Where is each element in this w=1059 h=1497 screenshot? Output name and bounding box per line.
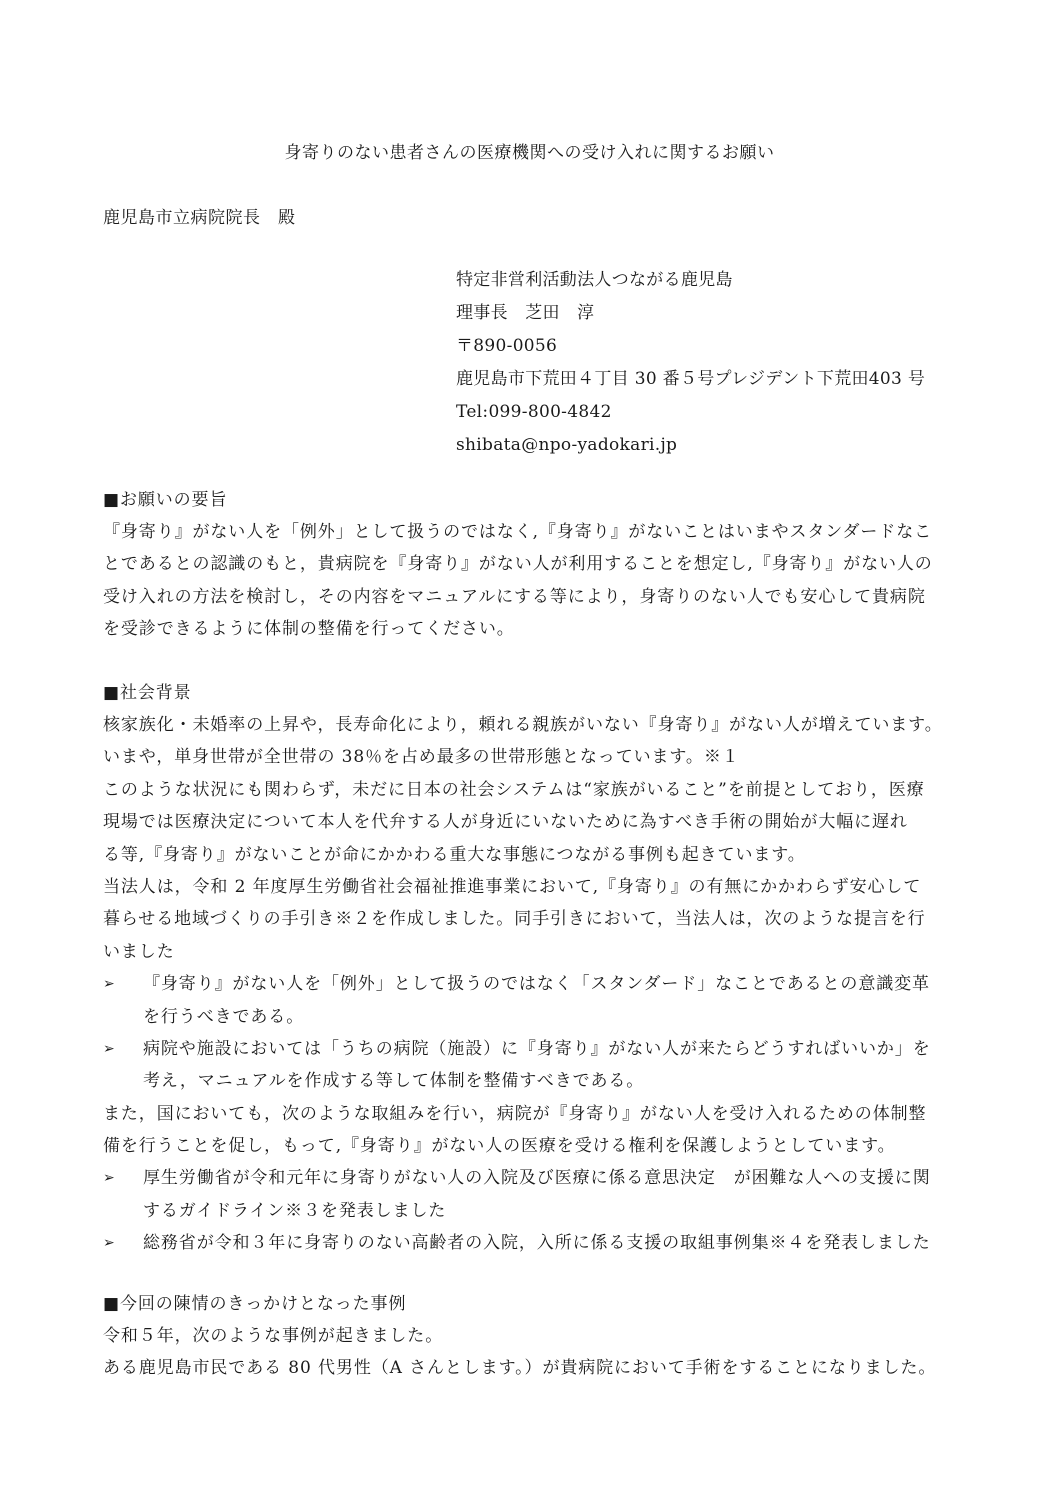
arrow-bullet-icon: ➢	[103, 976, 116, 993]
paragraph-line: 現場では医療決定について本人を代弁する人が身近にいないために為すべき手術の開始が大幅に遅れ	[103, 812, 908, 833]
section-heading: ■お願いの要旨	[103, 490, 228, 510]
paragraph-line: 暮らせる地域づくりの手引き※２を作成しました。同手引きにおいて，当法人は，次のような提言を行	[103, 909, 926, 930]
paragraph-line: を受診できるように体制の整備を行ってください。	[103, 619, 515, 640]
paragraph-line: いまや，単身世帯が全世帯の 38％を占め最多の世帯形態となっています。※１	[103, 747, 740, 768]
document-title: 身寄りのない患者さんの医療機関への受け入れに関するお願い	[284, 143, 775, 163]
sender-postal-code: 〒890-0056	[456, 336, 558, 356]
section-heading: ■今回の陳情のきっかけとなった事例	[103, 1294, 407, 1314]
list-item	[103, 968, 965, 1033]
list-item-text: 病院や施設においては「うちの病院（施設）に『身寄り』がない人が来たらどうすればいいか」を	[143, 1038, 931, 1059]
arrow-bullet-icon: ➢	[103, 1235, 116, 1252]
list-item-text: 『身寄り』がない人を「例外」として扱うのではなく「スタンダード」なことであるとの意識変革	[143, 974, 930, 995]
sender-block	[456, 264, 925, 462]
list-item-text: するガイドライン※３を発表しました	[143, 1200, 447, 1221]
section-triggering-case	[103, 1288, 965, 1385]
paragraph-line: いました	[103, 941, 175, 962]
paragraph-line: このような状況にも関わらず，未だに日本の社会システムは“家族がいること”を前提としており，医療	[103, 779, 925, 800]
section-request-summary	[103, 484, 965, 646]
list-item	[103, 1033, 965, 1098]
paragraph-line: 核家族化・未婚率の上昇や，長寿命化により，頼れる親族がいない『身寄り』がない人が増えています。	[103, 715, 943, 735]
paragraph-line: 備を行うことを促し，もって,『身寄り』がない人の医療を受ける権利を保護しようとしています。	[103, 1136, 896, 1157]
paragraph-line: ある鹿児島市民である 80 代男性（A さんとします。）が貴病院において手術をすることになりました。	[103, 1358, 937, 1379]
arrow-bullet-icon: ➢	[103, 1040, 116, 1057]
list-item-text: 総務省が令和３年に身寄りのない高齢者の入院，入所に係る支援の取組事例集※４を発表しました	[143, 1233, 931, 1254]
list-item-text: を行うべきである。	[143, 1006, 305, 1027]
section-social-background	[103, 677, 965, 1260]
list-item	[103, 1227, 965, 1259]
sender-organization: 特定非営利活動法人つながる鹿児島	[456, 270, 733, 290]
paragraph-line: 『身寄り』がない人を「例外」として扱うのではなく,『身寄り』がないことはいまやスタンダードなこ	[103, 522, 933, 542]
arrow-bullet-icon: ➢	[103, 1170, 116, 1187]
paragraph-line: 受け入れの方法を検討し，その内容をマニュアルにする等により，身寄りのない人でも安心して貴病院	[103, 586, 926, 607]
sender-chair: 理事長 芝田 淳	[456, 303, 595, 323]
paragraph-line: 当法人は，令和 2 年度厚生労働省社会福祉推進事業において,『身寄り』の有無にかかわらず安心して	[103, 876, 922, 897]
sender-email: shibata@npo-yadokari.jp	[456, 435, 678, 455]
paragraph-line: 令和５年，次のような事例が起きました。	[103, 1326, 444, 1346]
sender-tel: Tel:099-800-4842	[456, 402, 612, 422]
addressee: 鹿児島市立病院院長 殿	[103, 208, 296, 228]
list-item-text: 考え，マニュアルを作成する等して体制を整備すべきである。	[143, 1071, 645, 1092]
list-item-text: 厚生労働省が令和元年に身寄りがない人の入院及び医療に係る意思決定 が困難な人への支援に関	[143, 1168, 931, 1189]
section-heading: ■社会背景	[103, 683, 192, 703]
list-item	[103, 1162, 965, 1227]
paragraph-line: る等,『身寄り』がないことが命にかかわる重大な事態につながる事例も起きています。	[103, 844, 806, 865]
sender-address: 鹿児島市下荒田４丁目 30 番５号プレジデント下荒田403 号	[456, 369, 926, 389]
paragraph-line: とであるとの認識のもと，貴病院を『身寄り』がない人が利用することを想定し,『身寄り』がない人の	[103, 554, 933, 575]
paragraph-line: また，国においても，次のような取組みを行い，病院が『身寄り』がない人を受け入れるための体制整	[103, 1103, 927, 1124]
